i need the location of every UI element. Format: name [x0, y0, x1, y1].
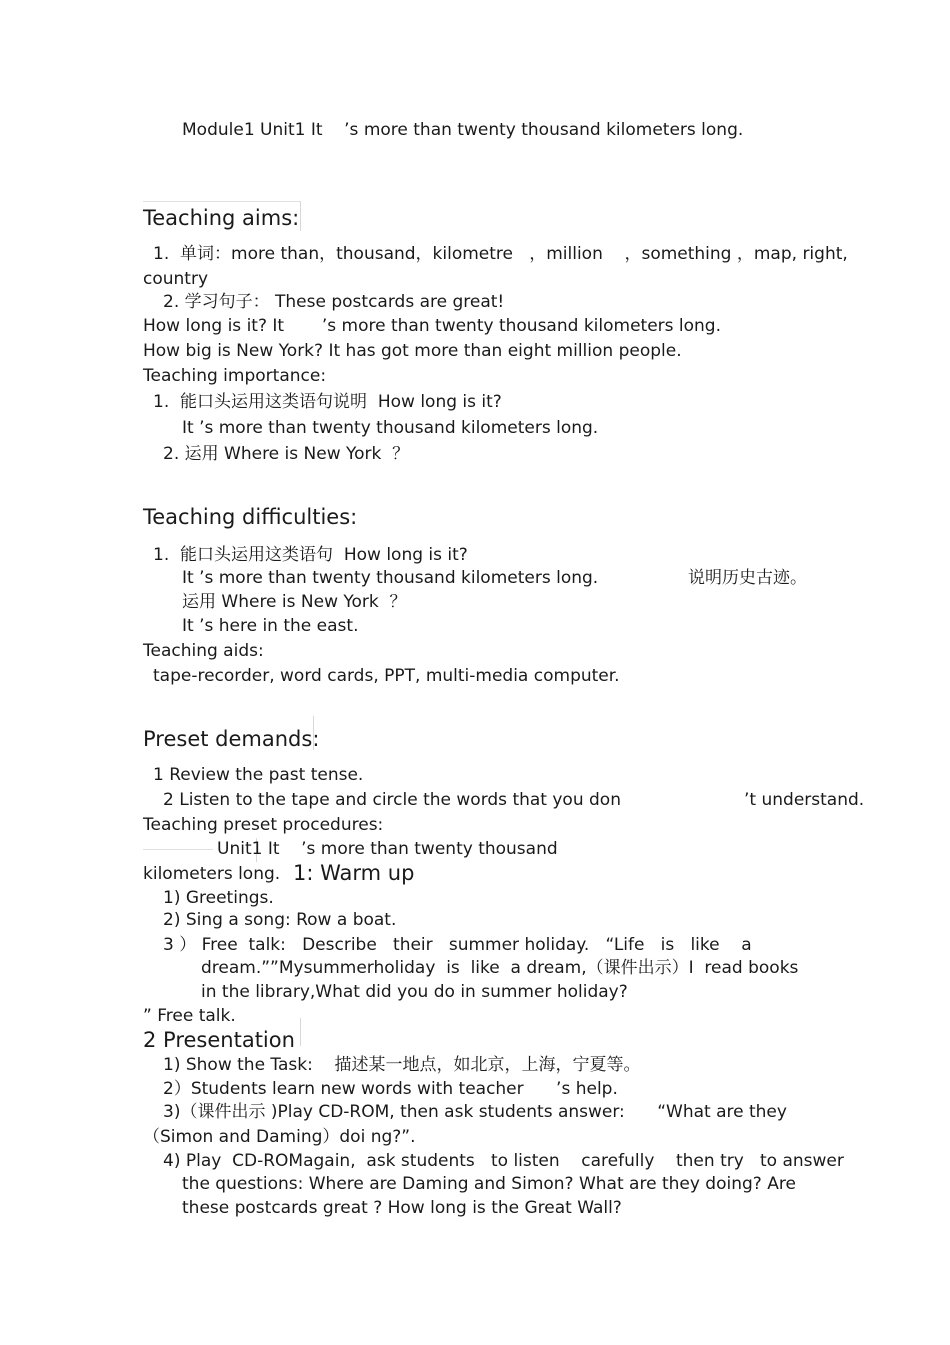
- difficulties-line-2: It ’s more than twenty thousand kilometers long.: [182, 568, 599, 588]
- warm-up-heading: 1: Warm up: [293, 861, 415, 885]
- aims-line-2: country: [143, 269, 209, 289]
- importance-line-2: It ’s more than twenty thousand kilometers long.: [182, 418, 599, 438]
- heading-frame-line: [300, 1018, 301, 1046]
- warmup-line-1: 1) Greetings.: [163, 888, 274, 908]
- preset-line-1: 1 Review the past tense.: [153, 765, 364, 785]
- warmup-line-3: 3 ） Free talk: Describe their summer holiday. “Life is like a: [163, 935, 752, 955]
- document-title: Module1 Unit1 It ’s more than twenty thousand kilometers long.: [182, 120, 744, 140]
- warmup-line-4: ” Free talk.: [143, 1006, 236, 1026]
- aims-line-3: 2. 学习句子： These postcards are great!: [163, 292, 505, 312]
- teaching-aims-heading: Teaching aims:: [143, 206, 300, 230]
- heading-frame-line: [143, 201, 301, 202]
- presentation-line-3: 3)（课件出示 )Play CD-ROM, then ask students answer: “What are they: [163, 1102, 787, 1122]
- teaching-aids-heading: Teaching aids:: [143, 641, 264, 661]
- presentation-line-3b: （Simon and Daming）doi ng?”.: [143, 1127, 416, 1147]
- presentation-line-4c: these postcards great ? How long is the Great Wall?: [182, 1198, 622, 1218]
- presentation-line-4: 4) Play CD-ROMagain, ask students to listen carefully then try to answer: [163, 1151, 844, 1171]
- aims-line-5: How big is New York? It has got more than eight million people.: [143, 341, 682, 361]
- difficulties-line-3: 运用 Where is New York ？: [182, 592, 407, 612]
- preset-demands-heading: Preset demands:: [143, 727, 320, 751]
- difficulties-line-4: It ’s here in the east.: [182, 616, 359, 636]
- presentation-line-1: 1) Show the Task: 描述某一地点，如北京，上海，宁夏等。: [163, 1055, 641, 1075]
- importance-line-3: 2. 运用 Where is New York ？: [163, 444, 410, 464]
- heading-frame-line: [300, 201, 301, 231]
- preset-line-2-end: ’t understand.: [744, 790, 865, 810]
- warmup-line-3c: in the library,What did you do in summer holiday?: [201, 982, 628, 1002]
- teaching-difficulties-heading: Teaching difficulties:: [143, 505, 358, 529]
- unit-title-line-2: kilometers long.: [143, 864, 281, 884]
- teaching-importance-heading: Teaching importance:: [143, 366, 327, 386]
- aids-line-1: tape-recorder, word cards, PPT, multi-media computer.: [153, 666, 620, 686]
- warmup-line-3b: dream.””Mysummerholiday is like a dream,（课件出示）I read books: [201, 958, 799, 978]
- aims-line-4: How long is it? It ’s more than twenty thousand kilometers long.: [143, 316, 721, 336]
- presentation-line-2: 2）Students learn new words with teacher ’s help.: [163, 1079, 618, 1099]
- presentation-heading: 2 Presentation: [143, 1028, 295, 1052]
- unit-title-line: Unit1 It ’s more than twenty thousand: [217, 839, 558, 859]
- heading-frame-line: [143, 849, 213, 850]
- difficulties-line-2-note: 说明历史古迹。: [688, 568, 807, 588]
- difficulties-line-1: 1. 能口头运用这类语句 How long is it?: [153, 545, 468, 565]
- presentation-line-4b: the questions: Where are Daming and Simon? What are they doing? Are: [182, 1174, 796, 1194]
- preset-line-2: 2 Listen to the tape and circle the words that you don: [163, 790, 621, 810]
- warmup-line-2: 2) Sing a song: Row a boat.: [163, 910, 397, 930]
- importance-line-1: 1. 能口头运用这类语句说明 How long is it?: [153, 392, 502, 412]
- procedures-heading: Teaching preset procedures:: [143, 815, 384, 835]
- aims-line-1: 1. 单词：more than，thousand，kilometre ，million ，something ，map, right,: [153, 244, 848, 264]
